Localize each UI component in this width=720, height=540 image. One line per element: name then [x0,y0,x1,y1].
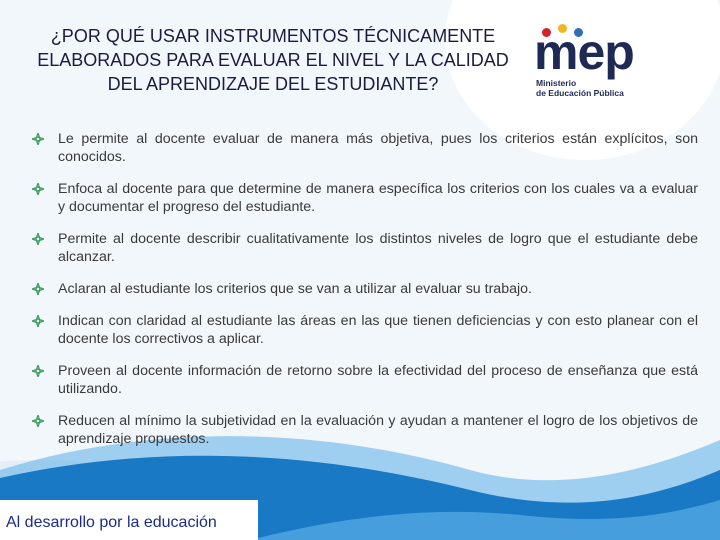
bullet-item [32,412,698,448]
diamond-bullet-icon [32,415,44,427]
bullet-item [32,362,698,398]
diamond-bullet-icon [32,133,44,145]
bullet-text: Reducen al mínimo la subjetividad en la evaluación y ayudan a mantener el logro de los objetivos de aprendizaje propuestos. [58,413,698,447]
diamond-bullet-icon [32,315,44,327]
logo-line-2: de Educación Pública [536,88,624,98]
bullet-item [32,230,698,266]
diamond-bullet-icon [32,365,44,377]
diamond-bullet-icon [32,283,44,295]
bullet-text: Proveen al docente información de retorno sobre la efectividad del proceso de enseñanza que está utilizando. [58,363,698,397]
diamond-bullet-icon [32,183,44,195]
slide-title: ¿POR QUÉ USAR INSTRUMENTOS TÉCNICAMENTE ELABORADOS PARA EVALUAR EL NIVEL Y LA CALIDAD DEL APRENDIZAJE DEL ESTUDIANTE? [37,26,509,94]
logo-line-1: Ministerio [536,78,577,88]
bullet-list [32,130,698,462]
footer-slogan: Al desarrollo por la educación [6,514,217,531]
logo-subtitle [536,78,624,98]
mep-logo [522,18,652,108]
bullet-text: Permite al docente describir cualitativamente los distintos niveles de logro que el estudiante debe alcanzar. [58,231,698,265]
logo-wordmark: mep [534,24,634,80]
bullet-item [32,312,698,348]
bullet-item [32,130,698,166]
diamond-bullet-icon [32,233,44,245]
bullet-text: Aclaran al estudiante los criterios que se van a utilizar al evaluar su trabajo. [58,281,532,297]
bullet-item [32,180,698,216]
bullet-text: Le permite al docente evaluar de manera más objetiva, pues los criterios están explícitos, son conocidos. [58,131,698,165]
bullet-text: Indican con claridad al estudiante las áreas en las que tienen deficiencias y con esto planear con el docente los correctivos a aplicar. [58,313,698,347]
bullet-text: Enfoca al docente para que determine de manera específica los criterios con los cuales va a evaluar y documentar el progreso del estudiante. [58,181,698,215]
bullet-item [32,280,698,298]
